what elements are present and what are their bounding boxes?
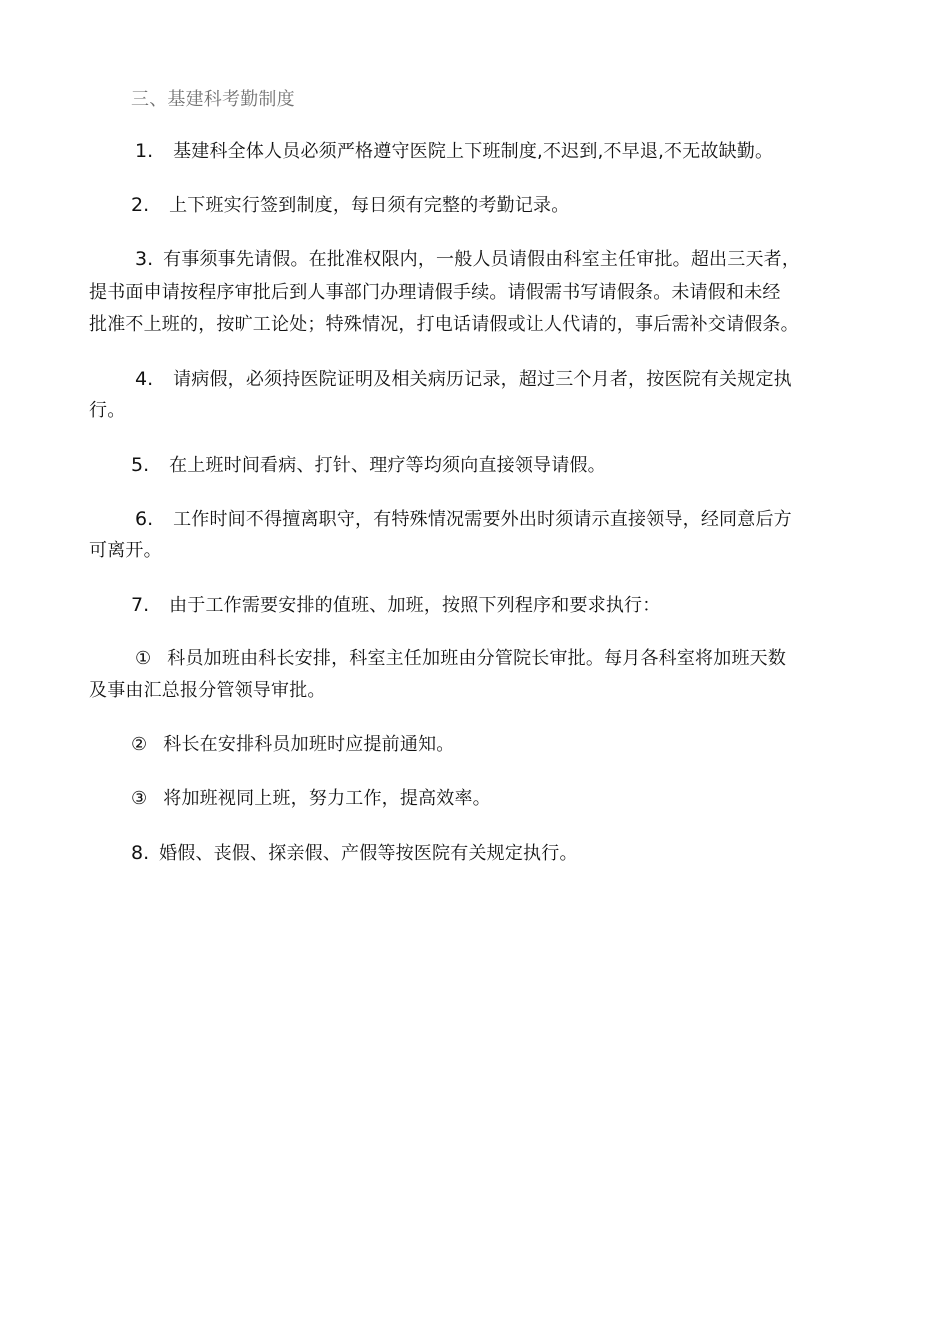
item-text: 将加班视同上班，努力工作，提高效率。: [163, 788, 491, 809]
item-text: 上下班实行签到制度，每日须有完整的考勤记录。: [169, 195, 570, 216]
list-item-4: [135, 369, 792, 390]
item-number: 7.: [131, 594, 150, 616]
list-item-2: [131, 195, 569, 216]
item-text: 科长在安排科员加班时应提前通知。: [163, 734, 455, 755]
item-text: 婚假、丧假、探亲假、产假等按医院有关规定执行。: [159, 843, 578, 864]
item-text: 有事须事先请假。在批准权限内，一般人员请假由科室主任审批。超出三天者，: [163, 249, 801, 270]
item-number: ②: [131, 734, 148, 755]
item-text-continuation: 提书面申请按程序审批后到人事部门办理请假手续。请假需书写请假条。未请假和未经: [89, 282, 781, 303]
item-text: 由于工作需要安排的值班、加班，按照下列程序和要求执行：: [169, 595, 661, 616]
item-text: 请病假，必须持医院证明及相关病历记录，超过三个月者，按医院有关规定执: [173, 369, 792, 390]
list-item-7: [131, 595, 660, 616]
item-text-continuation: 批准不上班的，按旷工论处；特殊情况，打电话请假或让人代请的，事后需补交请假条。: [89, 314, 799, 335]
item-text: 基建科全体人员必须严格遵守医院上下班制度,不迟到,不早退,不无故缺勤。: [173, 141, 774, 162]
list-item-3: [135, 249, 800, 270]
item-number: 3.: [135, 248, 154, 270]
item-number: ③: [131, 788, 148, 809]
item-number: ①: [135, 648, 152, 669]
item-text-continuation: 及事由汇总报分管领导审批。: [89, 680, 326, 701]
item-text-continuation: 行。: [89, 400, 126, 421]
list-item-5: [131, 455, 606, 476]
list-item-1: [135, 141, 773, 162]
item-number: 8.: [131, 842, 150, 864]
section-heading: 三、基建科考勤制度: [131, 89, 295, 110]
list-item-6: [135, 509, 792, 530]
sub-item-1: [135, 649, 786, 669]
item-text: 工作时间不得擅离职守，有特殊情况需要外出时须请示直接领导，经同意后方: [173, 509, 792, 530]
item-number: 2.: [131, 194, 150, 216]
list-item-8: [131, 843, 578, 864]
sub-item-2: [131, 735, 454, 755]
item-text: 科员加班由科长安排，科室主任加班由分管院长审批。每月各科室将加班天数: [167, 648, 787, 669]
item-text-continuation: 可离开。: [89, 540, 162, 561]
item-text: 在上班时间看病、打针、理疗等均须向直接领导请假。: [169, 455, 606, 476]
item-number: 6.: [135, 508, 154, 530]
item-number: 1.: [135, 140, 154, 162]
item-number: 5.: [131, 454, 150, 476]
sub-item-3: [131, 789, 491, 809]
item-number: 4.: [135, 368, 154, 390]
